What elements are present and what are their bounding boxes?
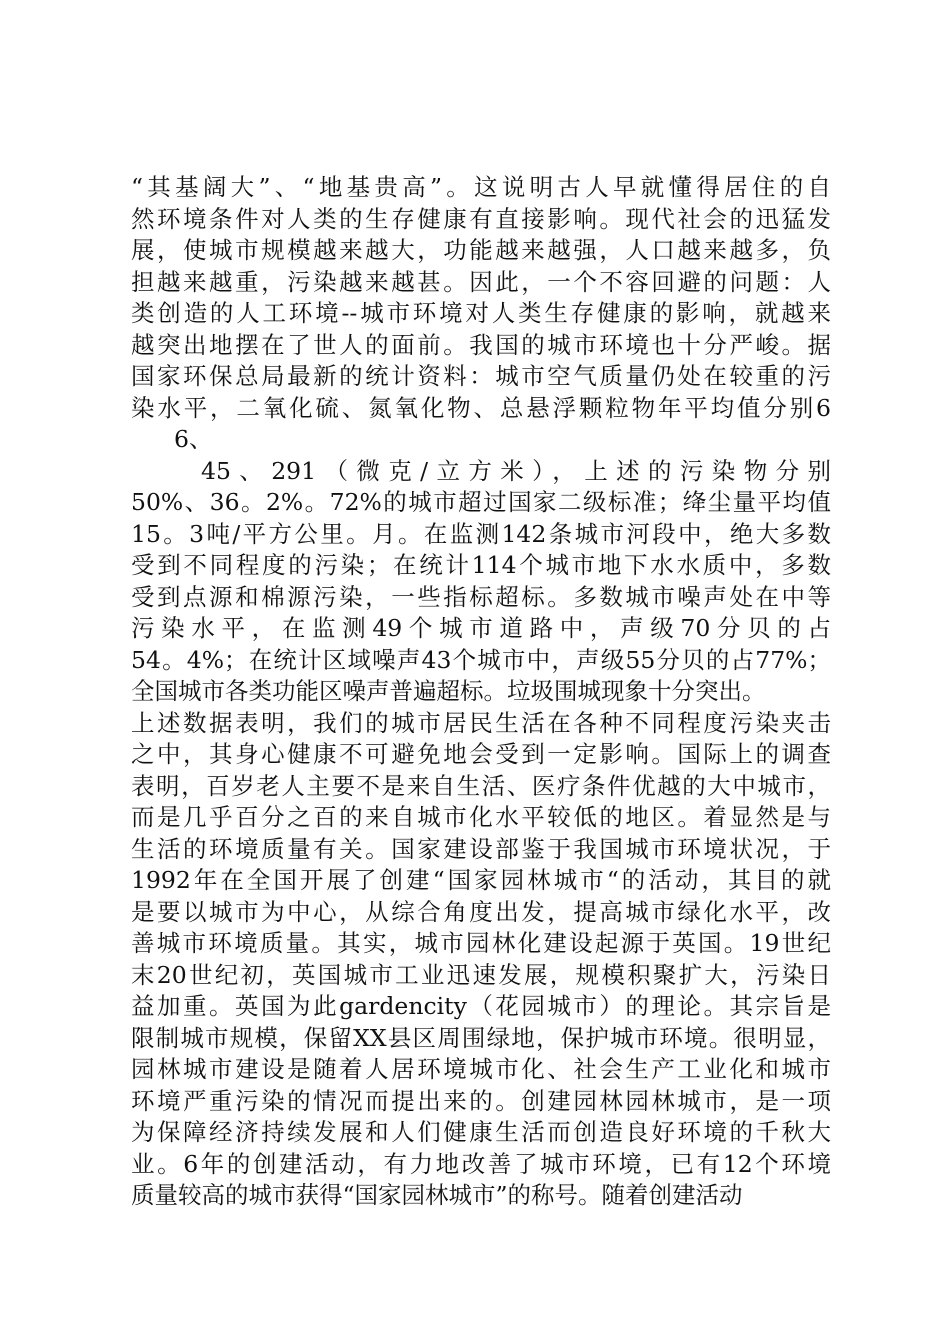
text-line: 50%、36。2%。72%的城市超过国家二级标准；绛尘量平均值 [131,488,831,516]
text-line: 担越来越重，污染越来越甚。因此，一个不容回避的问题：人 [131,267,831,296]
text-line: 园林城市建设是随着人居环境城市化、社会生产工业化和城市 [131,1055,831,1083]
text-line: 质量较高的城市获得“国家园林城市”的称号。随着创建活动 [131,1181,743,1209]
text-line: 1992年在全国开展了创建“国家园林城市“的活动，其目的就 [131,866,831,894]
text-line: 善城市环境质量。其实，城市园林化建设起源于英国。19世纪 [131,929,831,957]
text-line: 生活的环境质量有关。国家建设部鉴于我国城市环境状况，于 [131,834,831,863]
text-line: 15。3吨/平方公里。月。在监测142条城市河段中，绝大多数 [131,519,831,548]
text-line: 末20世纪初，英国城市工业迅速发展，规模积聚扩大，污染日 [131,960,831,989]
text-line: 54。4%；在统计区域噪声43个城市中，声级55分贝的占77%； [131,645,831,674]
text-line: 业。6年的创建活动，有力地改善了城市环境，已有12个环境 [131,1149,831,1178]
text-line: 污染水平，在监测49个城市道路中，声级70分贝的占 [131,614,831,642]
text-line: 为保障经济持续发展和人们健康生活而创造良好环境的千秋大 [131,1118,831,1146]
text-line: 受到点源和棉源污染，一些指标超标。多数城市噪声处在中等 [131,582,831,611]
text-line: 表明，百岁老人主要不是来自生活、医疗条件优越的大中城市， [131,771,831,800]
text-line: 类创造的人工环境--城市环境对人类生存健康的影响，就越来 [131,299,831,327]
text-line: 是要以城市为中心，从综合角度出发，提高城市绿化水平，改 [131,897,831,926]
text-line: 6、 [174,425,213,453]
text-line: “其基阔大”、“地基贵高”。这说明古人早就懂得居住的自 [131,173,831,201]
document-body-text [131,172,831,1212]
text-line: 而是几乎百分之百的来自城市化水平较低的地区。着显然是与 [131,803,831,831]
text-line: 益加重。英国为此gardencity（花园城市）的理论。其宗旨是 [131,992,831,1020]
text-line: 国家环保总局最新的统计资料：城市空气质量仍处在较重的污 [131,362,831,390]
text-line: 上述数据表明，我们的城市居民生活在各种不同程度污染夹击 [131,708,831,737]
text-line: 45、291（微克/立方米），上述的污染物分别 [201,456,831,485]
text-line: 然环境条件对人类的生存健康有直接影响。现代社会的迅猛发 [131,204,831,233]
text-line: 全国城市各类功能区噪声普遍超标。垃圾围城现象十分突出。 [131,677,766,705]
text-line: 限制城市规模，保留XX县区周围绿地，保护城市环境。很明显， [131,1023,831,1052]
text-line: 环境严重污染的情况而提出来的。创建园林园林城市，是一项 [131,1086,831,1115]
text-line: 染水平，二氧化硫、氮氧化物、总悬浮颗粒物年平均值分别6 [131,393,831,422]
text-line: 展，使城市规模越来越大，功能越来越强，人口越来越多，负 [131,236,831,264]
text-line: 越突出地摆在了世人的面前。我国的城市环境也十分严峻。据 [131,330,831,359]
text-line: 受到不同程度的污染；在统计114个城市地下水水质中，多数 [131,551,831,579]
text-line: 之中，其身心健康不可避免地会受到一定影响。国际上的调查 [131,740,831,768]
